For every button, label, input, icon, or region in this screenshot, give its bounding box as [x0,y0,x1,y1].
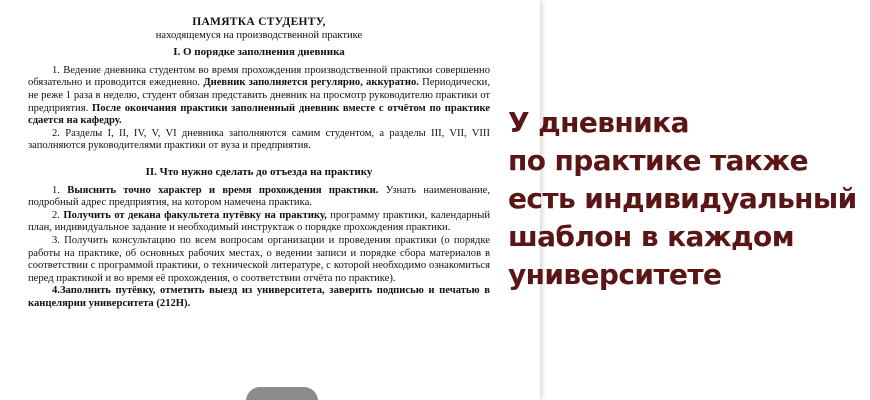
section-2-paragraph-3: 3. Получить консультацию по всем вопросам организации и проведения практики (о порядке работы на практике, об основных рабочих местах, о ведении записи и порядке сбора материалов в соответствии с программой практики, о технической литературе, с которой необходимо ознакомиться перед практикой и во время её прохождения, о соответствии отчёта по практике). [28,234,490,284]
text-run: 2. [52,209,64,221]
section-1-paragraph-1 [28,65,490,128]
section-2-paragraph-1 [28,185,490,210]
text-run: 1. Ведение дневника студентом во время прохождения производственной практики совершенно обязательно и проводится ежедневно. [28,64,490,89]
caption-line: У дневника [508,106,689,139]
overlay-shape [246,387,318,400]
bold-run: Выяснить точно характер и время прохождения практики. [67,184,379,196]
section-1-heading: I. О порядке заполнения дневника [173,46,345,59]
bold-run: Дневник заполняется регулярно, аккуратно. [203,77,419,89]
caption-line: по практике также [508,144,808,177]
document-subtitle: находящемуся на производственной практике [155,29,363,41]
caption-text [508,104,868,294]
text-run: Узнать наименование, подробный адрес предприятия, на котором намечена практика. [28,184,491,209]
bold-run: Получить от декана факультета путёвку на практику, [63,209,327,221]
section-1-paragraph-2: 2. Разделы I, II, IV, V, VI дневника заполняются самим студентом, а разделы III, VII, VIII заполняются руководителями практики от вуза и предприятия. [28,127,490,152]
text-run: 1. [52,184,68,196]
document-title: ПАМЯТКА СТУДЕНТУ, [192,16,326,28]
caption-line: университете [508,258,722,291]
caption-line: шаблон в каждом [508,220,794,253]
text-run: программу практики, календарный план, индивидуальное задание и необходимый инструктаж о порядке прохождения практики. [28,209,491,234]
text-run: Периодически, не реже 1 раза в неделю, студент обязан представить дневник на просмотр руководителю практики от предприятия. [28,77,490,114]
bold-run: После окончания практики заполненный дневник вместе с отчётом по практике сдается на кафедру. [28,102,490,127]
section-2-heading: II. Что нужно сделать до отъезда на практику [145,165,373,178]
caption-line: есть индивидуальный [508,182,857,215]
section-2-paragraph-4: 4.Заполнить путёвку, отметить выезд из университета, заверить подписью и печатью в канцелярии университета (212Н). [28,285,490,309]
section-2-paragraph-2 [28,210,490,235]
document-content [28,16,490,310]
